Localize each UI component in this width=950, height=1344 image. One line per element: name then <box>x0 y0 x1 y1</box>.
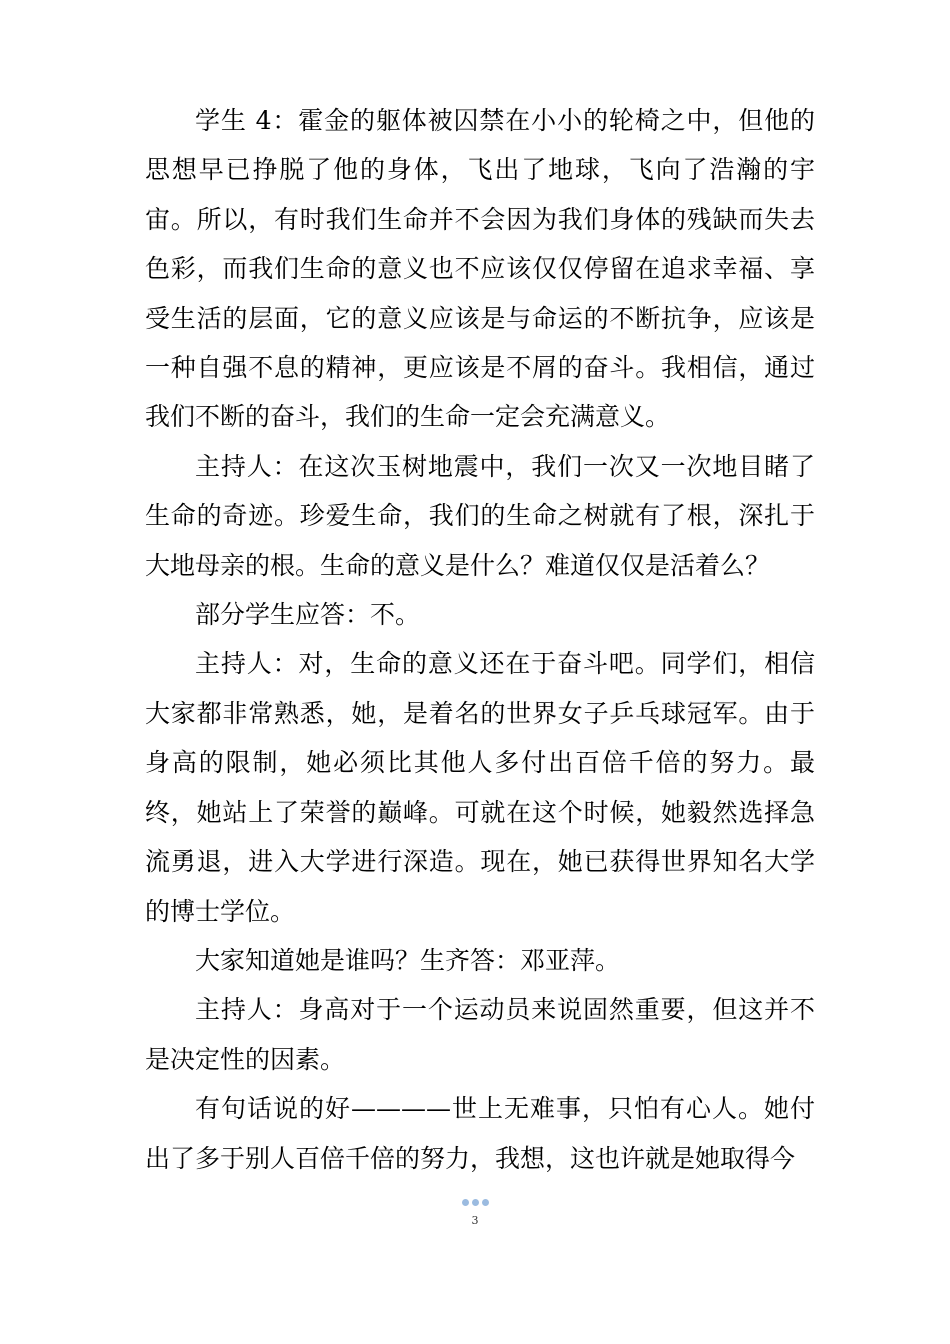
dot-3 <box>482 1199 489 1206</box>
paragraph-students-reply: 部分学生应答：不。 <box>195 600 421 630</box>
paragraph-saying: 有句话说的好————世上无难事，只怕有心人。她付出了多于别人百倍千倍的努力，我想，这也许就是她取得今 <box>145 1094 815 1173</box>
paragraph-who-is-she: 大家知道她是谁吗？生齐答：邓亚萍。 <box>195 945 621 975</box>
paragraph-student-4: 学生 4：霍金的躯体被囚禁在小小的轮椅之中，但他的思想早已挣脱了他的身体，飞出了地球，飞向了浩瀚的宇宙。所以，有时我们生命并不会因为我们身体的残缺而失去色彩，而我们生命的意义也不应该仅仅停留在追求幸福、享受生活的层面，它的意义应该是与命运的不断抗争，应该是一种自强不息的精神，更应该是不屑的奋斗。我相信，通过我们不断的奋斗，我们的生命一定会充满意义。 <box>145 106 815 432</box>
body-text <box>145 96 815 1183</box>
paragraph-host-champion: 主持人：对，生命的意义还在于奋斗吧。同学们，相信大家都非常熟悉，她，是着名的世界女子乒乓球冠军。由于身高的限制，她必须比其他人多付出百倍千倍的努力。最终，她站上了荣誉的巅峰。可就在这个时候，她毅然选择急流勇退，进入大学进行深造。现在，她已获得世界知名大学的博士学位。 <box>145 649 815 926</box>
page-footer <box>0 1196 950 1228</box>
dot-2 <box>472 1199 479 1206</box>
dot-1 <box>462 1199 469 1206</box>
page-number: 3 <box>471 1214 479 1227</box>
paragraph-host-height: 主持人：身高对于一个运动员来说固然重要，但这并不是决定性的因素。 <box>145 995 815 1074</box>
ellipsis-dots-icon <box>0 1196 950 1208</box>
paragraph-host-yushu: 主持人：在这次玉树地震中，我们一次又一次地目睹了生命的奇迹。珍爱生命，我们的生命之树就有了根，深扎于大地母亲的根。生命的意义是什么？难道仅仅是活着么？ <box>145 451 815 580</box>
